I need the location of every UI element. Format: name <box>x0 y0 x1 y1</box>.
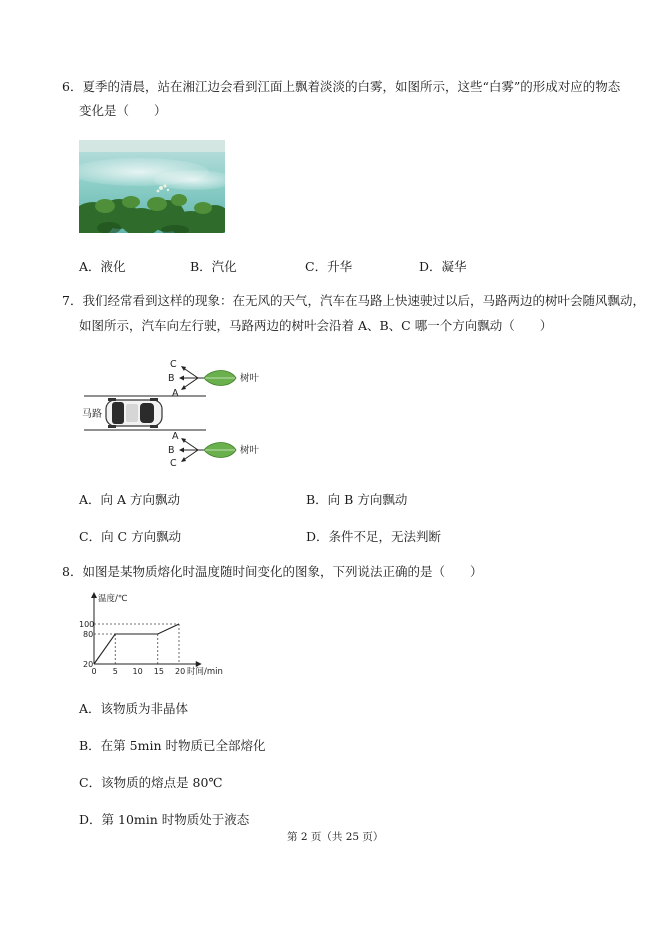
melting-curve-chart <box>78 590 238 682</box>
y-axis-label: 温度/℃ <box>98 594 128 604</box>
x-axis-label: 时间/min <box>187 667 223 677</box>
road-label: 马路 <box>82 409 102 420</box>
q8-stem: 8．如图是某物质熔化时温度随时间变化的图象，下列说法正确的是（ ） <box>62 564 483 579</box>
car-icon <box>106 398 162 428</box>
q8-option-c: C．该物质的熔点是 80℃ <box>79 775 223 790</box>
q8-option-a: A．该物质为非晶体 <box>79 701 189 716</box>
q7-option-a: A．向 A 方向飘动 <box>79 492 181 507</box>
q8-option-b: B．在第 5min 时物质已全部熔化 <box>79 738 266 753</box>
q7-option-c: C．向 C 方向飘动 <box>79 529 182 544</box>
top-leaf-icon <box>204 371 236 386</box>
x-tick-label: 0 <box>91 667 97 676</box>
fog-river-photo-drawing <box>79 140 225 233</box>
x-tick-label: 5 <box>112 667 118 676</box>
bottom-label-a: A <box>172 431 179 442</box>
y-tick-label: 100 <box>79 620 95 629</box>
q6-option-b: B．汽化 <box>190 259 237 274</box>
q7-stem-line1: 7．我们经常看到这样的现象：在无风的天气，汽车在马路上快速驶过以后，马路两边的树叶会随风飘动， <box>62 293 645 308</box>
y-tick-label: 20 <box>83 660 94 669</box>
top-label-b: B <box>168 373 175 384</box>
y-axis-arrow <box>91 592 97 598</box>
q7-stem-line2: 如图所示，汽车向左行驶，马路两边的树叶会沿着 A、B、C 哪一个方向飘动（ ） <box>79 318 553 333</box>
q6-stem-line2: 变化是（ ） <box>79 103 167 118</box>
road-leaf-diagram <box>78 350 298 472</box>
fog-river-photo <box>79 140 225 233</box>
top-leaf-label: 树叶 <box>240 373 260 384</box>
bottom-leaf-label: 树叶 <box>240 445 260 456</box>
q8-option-d: D．第 10min 时物质处于液态 <box>79 812 250 827</box>
q6-option-c: C．升华 <box>305 259 353 274</box>
bottom-label-b: B <box>168 445 175 456</box>
bottom-leaf-icon <box>204 443 236 458</box>
q6-stem-line1: 6．夏季的清晨，站在湘江边会看到江面上飘着淡淡的白雾，如图所示，这些“白雾”的形成对应的物态 <box>62 79 621 94</box>
q6-option-d: D．凝华 <box>419 259 467 274</box>
x-tick-label: 20 <box>175 667 186 676</box>
bottom-label-c: C <box>170 458 177 469</box>
q7-option-b: B．向 B 方向飘动 <box>306 492 408 507</box>
page-footer: 第 2 页（共 25 页） <box>287 831 384 843</box>
temperature-curve <box>94 624 179 664</box>
top-label-c: C <box>170 359 177 370</box>
q7-option-d: D．条件不足，无法判断 <box>306 529 442 544</box>
x-tick-label: 15 <box>153 667 164 676</box>
top-label-a: A <box>172 388 179 399</box>
x-tick-label: 10 <box>132 667 143 676</box>
y-tick-label: 80 <box>83 630 94 639</box>
q6-option-a: A．液化 <box>79 259 126 274</box>
